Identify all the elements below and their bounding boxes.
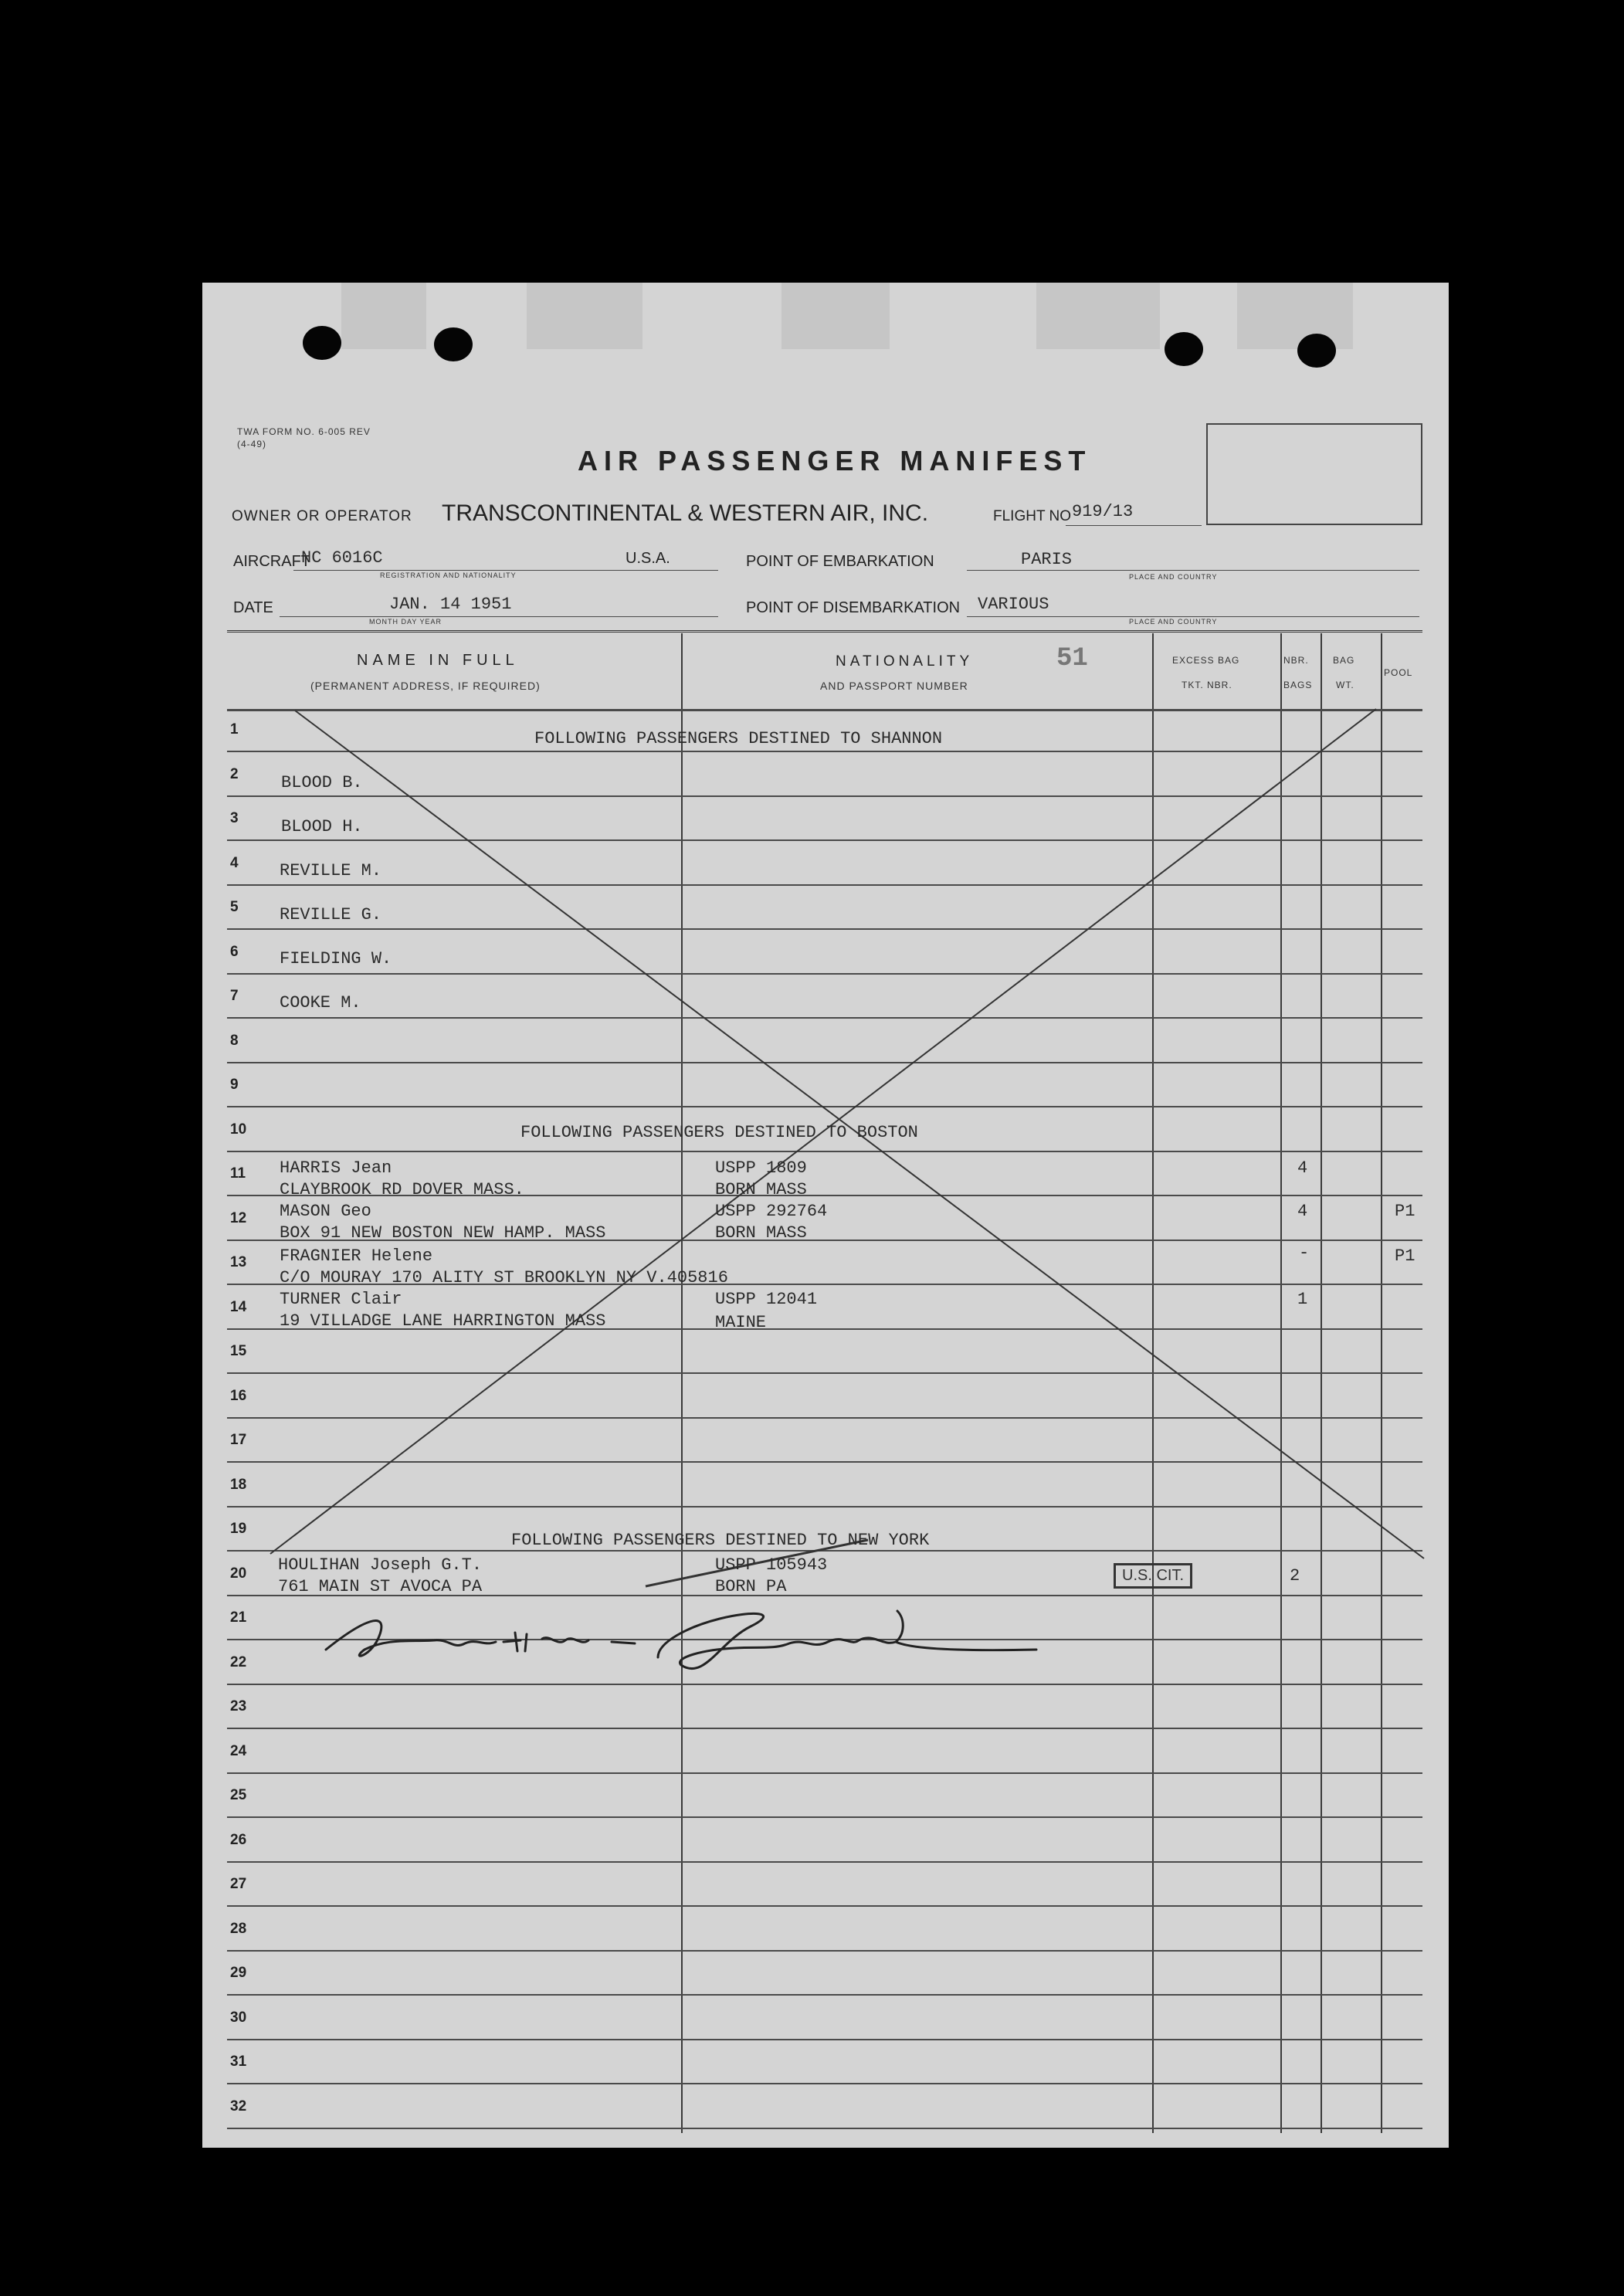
row-number: 28 bbox=[230, 1920, 247, 1937]
nationality: BORN MASS bbox=[715, 1180, 807, 1199]
row-number: 19 bbox=[230, 1521, 247, 1537]
passenger-address: CLAYBROOK RD DOVER MASS. bbox=[280, 1180, 524, 1199]
row-number: 30 bbox=[230, 2009, 247, 2026]
bag-count: 4 bbox=[1297, 1158, 1308, 1178]
row-number: 1 bbox=[230, 721, 239, 738]
handwritten-annotation bbox=[318, 1596, 1129, 1680]
passport-number: USPP 1809 bbox=[715, 1158, 807, 1178]
passenger-name: REVILLE M. bbox=[280, 861, 382, 880]
nationality: BORN PA bbox=[715, 1577, 787, 1596]
section-header-new-york: FOLLOWING PASSENGERS DESTINED TO NEW YORK bbox=[511, 1531, 930, 1550]
row-number: 21 bbox=[230, 1609, 247, 1626]
row-number: 25 bbox=[230, 1787, 247, 1803]
flight-value: 919/13 bbox=[1072, 502, 1134, 521]
passenger-address: 761 MAIN ST AVOCA PA bbox=[278, 1577, 483, 1596]
passenger-name: FRAGNIER Helene bbox=[280, 1246, 433, 1266]
row-number: 2 bbox=[230, 765, 239, 782]
passenger-count: 51 bbox=[1056, 644, 1088, 673]
col-bag-sub: WT. bbox=[1336, 680, 1354, 690]
col-name-title: NAME IN FULL bbox=[357, 652, 519, 669]
row-number: 8 bbox=[230, 1032, 239, 1049]
disembark-label: POINT OF DISEMBARKATION bbox=[746, 599, 961, 616]
passenger-address: 19 VILLADGE LANE HARRINGTON MASS bbox=[280, 1311, 606, 1331]
passenger-name: HOULIHAN Joseph G.T. bbox=[278, 1555, 483, 1575]
embark-sub: PLACE AND COUNTRY bbox=[1129, 573, 1218, 581]
row-number: 17 bbox=[230, 1432, 247, 1448]
bag-count: 2 bbox=[1290, 1566, 1300, 1585]
row-number: 12 bbox=[230, 1209, 247, 1226]
row-number: 14 bbox=[230, 1298, 247, 1315]
col-excess-sub: TKT. NBR. bbox=[1182, 680, 1232, 690]
row-number: 9 bbox=[230, 1077, 239, 1093]
passport-number: USPP 292764 bbox=[715, 1202, 828, 1221]
row-number: 27 bbox=[230, 1876, 247, 1892]
col-nat-title: NATIONALITY bbox=[836, 653, 974, 670]
row-number: 4 bbox=[230, 854, 239, 871]
col-nbr-sub: BAGS bbox=[1283, 680, 1313, 690]
aircraft-label: AIRCRAFT bbox=[233, 553, 310, 570]
row-number: 31 bbox=[230, 2054, 247, 2070]
aircraft-nationality: U.S.A. bbox=[626, 550, 670, 567]
section-header-boston: FOLLOWING PASSENGERS DESTINED TO BOSTON bbox=[520, 1123, 918, 1142]
passport-number: USPP 105943 bbox=[715, 1555, 828, 1575]
manifest-sheet bbox=[202, 283, 1449, 2148]
owner-name: TRANSCONTINENTAL & WESTERN AIR, INC. bbox=[442, 500, 929, 526]
passenger-name: HARRIS Jean bbox=[280, 1158, 392, 1178]
row-number: 6 bbox=[230, 943, 239, 960]
pool-mark: P1 bbox=[1395, 1246, 1415, 1266]
passenger-name: REVILLE G. bbox=[280, 905, 382, 924]
passenger-name: TURNER Clair bbox=[280, 1290, 402, 1309]
row-number: 3 bbox=[230, 810, 239, 826]
row-number: 16 bbox=[230, 1387, 247, 1404]
col-nbr-title: NBR. bbox=[1283, 655, 1309, 666]
row-number: 7 bbox=[230, 988, 239, 1004]
passenger-address: C/O MOURAY 170 ALITY ST BROOKLYN NY V.405816 bbox=[280, 1268, 728, 1287]
section-header-shannon: FOLLOWING PASSENGERS DESTINED TO SHANNON bbox=[534, 729, 943, 748]
aircraft-value: NC 6016C bbox=[301, 548, 383, 568]
page-title: AIR PASSENGER MANIFEST bbox=[578, 445, 1092, 476]
row-number: 32 bbox=[230, 2098, 247, 2115]
col-pool-title: POOL bbox=[1384, 667, 1413, 678]
bag-count: 4 bbox=[1297, 1202, 1308, 1221]
embark-label: POINT OF EMBARKATION bbox=[746, 553, 934, 570]
row-number: 26 bbox=[230, 1831, 247, 1848]
row-number: 22 bbox=[230, 1653, 247, 1670]
col-bag-title: BAG bbox=[1333, 655, 1355, 666]
row-number: 10 bbox=[230, 1121, 247, 1138]
disembark-sub: PLACE AND COUNTRY bbox=[1129, 618, 1218, 626]
row-number: 29 bbox=[230, 1965, 247, 1981]
bag-count: 1 bbox=[1297, 1290, 1308, 1309]
pool-mark: P1 bbox=[1395, 1202, 1415, 1221]
form-id: TWA FORM NO. 6-005 REV bbox=[237, 426, 371, 437]
nationality: BORN MASS bbox=[715, 1223, 807, 1243]
bag-count: - bbox=[1299, 1243, 1310, 1263]
date-sub: MONTH DAY YEAR bbox=[369, 618, 442, 626]
row-number: 18 bbox=[230, 1476, 247, 1493]
date-value: JAN. 14 1951 bbox=[389, 595, 512, 614]
row-number: 24 bbox=[230, 1742, 247, 1759]
passenger-name: BLOOD B. bbox=[281, 773, 363, 792]
passenger-address: BOX 91 NEW BOSTON NEW HAMP. MASS bbox=[280, 1223, 606, 1243]
passenger-name: BLOOD H. bbox=[281, 817, 363, 836]
us-citizen-stamp: U.S. CIT. bbox=[1114, 1563, 1192, 1589]
passenger-name: FIELDING W. bbox=[280, 949, 392, 968]
passenger-name: COOKE M. bbox=[280, 993, 361, 1012]
row-number: 13 bbox=[230, 1254, 247, 1270]
nationality: MAINE bbox=[715, 1313, 767, 1332]
row-number: 20 bbox=[230, 1565, 247, 1582]
row-number: 11 bbox=[230, 1165, 246, 1182]
row-number: 5 bbox=[230, 899, 239, 915]
col-excess-title: EXCESS BAG bbox=[1172, 655, 1240, 666]
passport-number: USPP 12041 bbox=[715, 1290, 818, 1309]
passenger-name: MASON Geo bbox=[280, 1202, 371, 1221]
aircraft-sub: REGISTRATION AND NATIONALITY bbox=[380, 571, 517, 579]
flight-label: FLIGHT NO bbox=[993, 508, 1071, 524]
disembark-value: VARIOUS bbox=[978, 595, 1049, 614]
embark-value: PARIS bbox=[1021, 550, 1073, 569]
owner-label: OWNER OR OPERATOR bbox=[232, 508, 412, 524]
row-number: 23 bbox=[230, 1698, 247, 1714]
row-number: 15 bbox=[230, 1343, 247, 1359]
form-rev: (4-49) bbox=[237, 439, 267, 449]
date-label: DATE bbox=[233, 599, 273, 616]
col-name-sub: (PERMANENT ADDRESS, IF REQUIRED) bbox=[310, 680, 541, 692]
col-nat-sub: AND PASSPORT NUMBER bbox=[820, 680, 968, 692]
